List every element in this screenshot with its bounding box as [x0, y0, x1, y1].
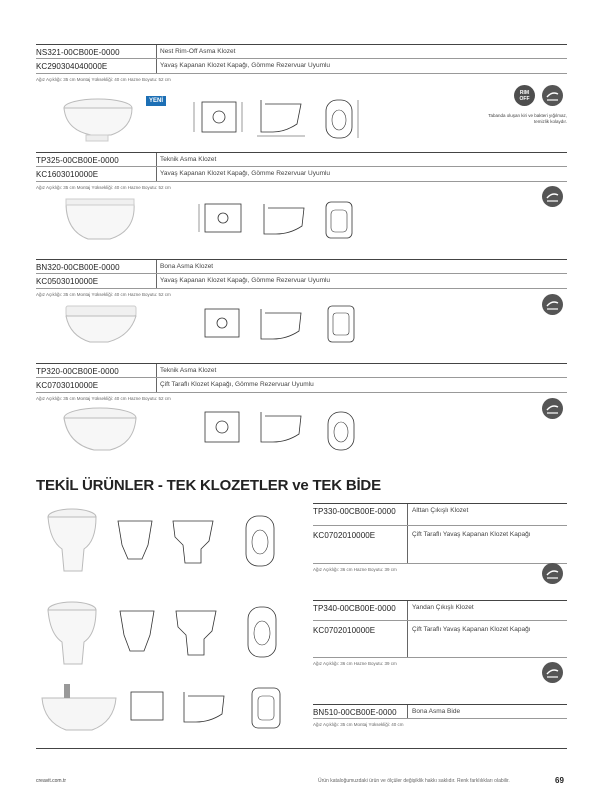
svg-text:OFF: OFF: [519, 96, 530, 102]
top-rule: [36, 44, 567, 45]
toilet-photo: [58, 404, 143, 454]
product-code: BN320-00CB00E-0000: [36, 263, 120, 272]
accessory-desc: Çift Taraflı Yavaş Kapanan Klozet Kapağı: [412, 531, 531, 538]
footer-website: creavit.com.tr: [36, 778, 67, 784]
rimoff-note: Tabanda oluşan kiri ve bakteri yığılmaz, temizlik kolaydır.: [488, 113, 567, 124]
front-drawing: [112, 605, 162, 660]
top-drawing: [320, 302, 365, 347]
accessory-code: KC0703010000E: [36, 381, 99, 390]
footer-rule: [36, 748, 567, 749]
accessory-desc: Yavaş Kapanan Klozet Kapağı, Gömme Rezervuar Uyumlu: [160, 277, 331, 284]
toilet-photo: [60, 195, 140, 245]
front-drawing: [195, 408, 253, 450]
section-title: TEKİL ÜRÜNLER - TEK KLOZETLER ve TEK BİDE: [36, 477, 381, 494]
flush-icon: [542, 563, 563, 584]
page-number: 69: [555, 776, 564, 785]
toilet-photo: [56, 90, 136, 145]
accessory-code: KC0702010000E: [313, 531, 376, 540]
product-desc: Yandan Çıkışlı Klozet: [412, 604, 474, 611]
spec-line: Ağız Açıklığı: 35 cm Montaj Yüksekliği: 40 cm Hazne Boyutu: 52 cm: [36, 292, 171, 297]
top-drawing: [318, 96, 363, 144]
top-drawing: [244, 684, 289, 734]
front-drawing: [110, 515, 160, 565]
toilet-photo: [58, 302, 143, 347]
accessory-desc: Yavaş Kapanan Klozet Kapağı, Gömme Rezervuar Uyumlu: [160, 170, 331, 177]
product-desc: Bona Asma Bide: [412, 708, 461, 715]
product-code: TP340-00CB00E-0000: [313, 604, 396, 613]
side-drawing: [255, 305, 310, 345]
side-drawing: [165, 515, 225, 570]
flush-icon: [542, 662, 563, 683]
product-code: BN510-00CB00E-0000: [313, 708, 397, 717]
top-drawing: [240, 603, 288, 663]
front-drawing: [195, 305, 253, 345]
toilet-photo: [42, 505, 102, 575]
spec-line: Ağız Açıklığı: 35 cm Montaj Yüksekliği: 40 cm Hazne Boyutu: 52 cm: [36, 396, 171, 401]
product-desc: Nest Rim-Off Asma Klozet: [160, 48, 236, 55]
footer-disclaimer: Ürün kataloğumuzdaki ürün ve ölçüler değişiklik hakkı saklıdır. Renk farklılıkları olabilir.: [318, 778, 510, 784]
rimoff-icon: [514, 85, 535, 106]
product-desc: Teknik Asma Klozet: [160, 367, 217, 374]
flush-icon: [542, 398, 563, 419]
flush-icon: [542, 85, 563, 106]
new-badge: YENİ: [146, 96, 166, 106]
spec-line: Ağız Açıklığı: 35 cm Montaj Yüksekliği: 40 cm Hazne Boyutu: 52 cm: [36, 77, 171, 82]
product-code: NS321-00CB00E-0000: [36, 48, 120, 57]
spec-line: Ağız Açıklığı: 35 cm Montaj Yüksekliği: 40 cm Hazne Boyutu: 52 cm: [36, 185, 171, 190]
accessory-desc: Çift Taraflı Yavaş Kapanan Klozet Kapağı: [412, 626, 531, 633]
spec-line: Ağız Açıklığı: 36 cm Hazne Boyutu: 39 cm: [313, 567, 397, 572]
accessory-code: KC290304040000E: [36, 62, 108, 71]
accessory-desc: Yavaş Kapanan Klozet Kapağı, Gömme Rezervuar Uyumlu: [160, 62, 331, 69]
side-drawing: [255, 96, 310, 141]
front-drawing: [190, 96, 250, 141]
top-drawing: [320, 408, 365, 453]
svg-text:RIM: RIM: [519, 90, 530, 96]
toilet-photo: [42, 598, 102, 668]
top-drawing: [318, 198, 363, 243]
product-code: TP330-00CB00E-0000: [313, 507, 396, 516]
front-drawing: [125, 688, 170, 730]
product-desc: Bona Asma Klozet: [160, 263, 214, 270]
spec-line: Ağız Açıklığı: 36 cm Hazne Boyutu: 39 cm: [313, 661, 397, 666]
side-drawing: [178, 688, 233, 730]
side-drawing: [258, 200, 313, 240]
flush-icon: [542, 186, 563, 207]
product-code: TP325-00CB00E-0000: [36, 156, 119, 165]
top-drawing: [238, 512, 283, 572]
front-drawing: [195, 200, 255, 240]
bidet-photo: [38, 680, 120, 735]
side-drawing: [168, 605, 228, 663]
flush-icon: [542, 294, 563, 315]
product-code: TP320-00CB00E-0000: [36, 367, 119, 376]
product-desc: Teknik Asma Klozet: [160, 156, 217, 163]
accessory-code: KC0503010000E: [36, 277, 99, 286]
product-desc: Alttan Çıkışlı Klozet: [412, 507, 469, 514]
spec-line: Ağız Açıklığı: 35 cm Montaj Yüksekliği: 40 cm: [313, 722, 404, 727]
side-drawing: [255, 408, 310, 450]
accessory-desc: Çift Taraflı Klozet Kapağı, Gömme Rezervuar Uyumlu: [160, 381, 314, 388]
accessory-code: KC1603010000E: [36, 170, 99, 179]
accessory-code: KC0702010000E: [313, 626, 376, 635]
